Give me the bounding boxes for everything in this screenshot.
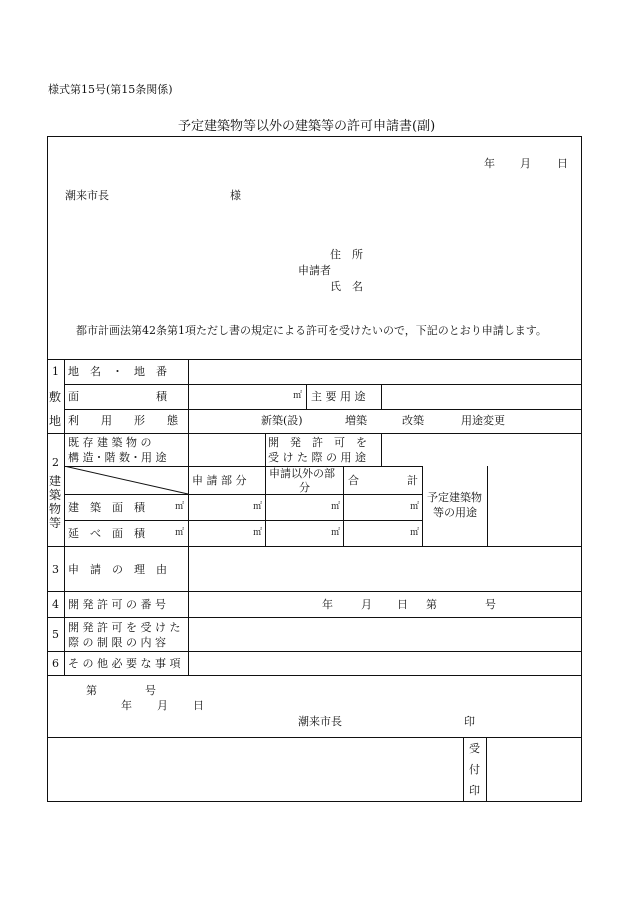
- area-unit: ㎡: [293, 391, 303, 401]
- diagonal-line: [64, 466, 189, 495]
- existing-building-label: 構 造・階 数・用 途: [68, 451, 167, 464]
- table-bottom-line: [47, 675, 582, 676]
- number-col-line: [64, 359, 65, 675]
- receipt-col-left: [463, 737, 464, 802]
- row-line: [47, 651, 582, 652]
- name-label: 氏 名: [330, 280, 363, 293]
- unit: ㎡: [253, 502, 263, 512]
- col-header-other: 申請以外の部: [269, 467, 335, 480]
- restriction-label: 際 の 制 限 の 内 容: [68, 636, 166, 649]
- section2-label-char: 築: [49, 488, 62, 502]
- table-top-line: [47, 359, 582, 360]
- col-header-other: 分: [299, 481, 310, 494]
- row-line: [47, 591, 582, 592]
- label-col-line: [188, 359, 189, 675]
- approval-bottom-line: [47, 737, 582, 738]
- row-line: [47, 617, 582, 618]
- row-line: [64, 520, 422, 521]
- col-line: [381, 433, 382, 466]
- section5-number: 5: [52, 628, 59, 641]
- approval-seal: 印: [464, 715, 475, 728]
- receipt-col-right: [486, 737, 487, 802]
- permit-go: 号: [485, 598, 496, 611]
- usage-form-label: 利 用 形 態: [68, 414, 178, 427]
- section3-number: 3: [52, 563, 59, 576]
- unit: ㎡: [331, 502, 341, 512]
- permit-dai: 第: [426, 598, 437, 611]
- approval-mayor: 潮来市長: [298, 715, 342, 728]
- date-year: 年: [484, 157, 495, 170]
- addressee: 潮来市長: [65, 189, 109, 202]
- section1-label-char: 敷: [49, 390, 62, 404]
- unit: ㎡: [175, 528, 185, 538]
- option-new-construction[interactable]: 新築(設): [261, 414, 303, 427]
- approval-month: 月: [157, 699, 168, 712]
- section1-label-char: 地: [49, 414, 62, 428]
- approval-year: 年: [121, 699, 132, 712]
- section2-label-char: 建: [49, 474, 62, 488]
- dev-use-label: 開 発 許 可 を: [268, 436, 367, 449]
- restriction-label: 開 発 許 可 を 受 け た: [68, 621, 181, 634]
- dev-use-label: 受 け た 際 の 用 途: [268, 451, 366, 464]
- approval-dai: 第: [86, 684, 97, 697]
- reason-label: 申 請 の 理 由: [68, 563, 167, 576]
- planned-use-label: 予定建築物: [427, 491, 482, 504]
- receipt-char: 受: [469, 742, 480, 755]
- date-day: 日: [557, 157, 568, 170]
- permit-number-label: 開 発 許 可 の 番 号: [68, 598, 166, 611]
- main-use-label: 主 要 用 途: [311, 390, 366, 403]
- section2-label-char: 物: [49, 502, 62, 516]
- permit-day: 日: [397, 598, 408, 611]
- row-line: [47, 433, 582, 434]
- receipt-char: 付: [469, 763, 480, 776]
- col-line: [306, 384, 307, 409]
- col-header-apply: 申 請 部 分: [192, 474, 247, 487]
- approval-go: 号: [145, 684, 156, 697]
- col-header-total: 計: [407, 474, 418, 487]
- unit: ㎡: [253, 528, 263, 538]
- form-number: 様式第15号(第15条関係): [48, 83, 173, 96]
- receipt-char: 印: [469, 784, 480, 797]
- area-label: 面 積: [68, 390, 167, 403]
- applicant-label: 申請者: [298, 264, 331, 277]
- col-line: [487, 466, 488, 546]
- col-header-total: 合: [348, 474, 359, 487]
- option-renovation[interactable]: 改築: [402, 414, 424, 427]
- section2-number: 2: [52, 456, 59, 469]
- col-line: [265, 433, 266, 466]
- planned-use-label: 等の用途: [433, 506, 477, 519]
- col-line: [381, 384, 382, 409]
- permit-month: 月: [361, 598, 372, 611]
- section1-number: 1: [52, 365, 59, 378]
- date-month: 月: [520, 157, 531, 170]
- unit: ㎡: [175, 502, 185, 512]
- other-matters-label: そ の 他 必 要 な 事 項: [68, 657, 181, 670]
- approval-day: 日: [193, 699, 204, 712]
- unit: ㎡: [331, 528, 341, 538]
- building-area-label: 建 築 面 積: [68, 501, 145, 514]
- col-line: [422, 466, 423, 546]
- option-extension[interactable]: 増築: [345, 414, 367, 427]
- permit-year: 年: [322, 598, 333, 611]
- application-statement: 都市計画法第42条第1項ただし書の規定による許可を受けたいので，下記のとおり申請します。: [76, 324, 547, 337]
- row-line: [64, 384, 582, 385]
- address-label: 住 所: [330, 248, 363, 261]
- col-line: [343, 466, 344, 546]
- location-label: 地 名 ・ 地 番: [68, 365, 167, 378]
- unit: ㎡: [410, 502, 420, 512]
- row-line: [64, 409, 582, 410]
- page-title: 予定建築物等以外の建築等の許可申請書(副): [178, 119, 436, 134]
- addressee-honorific: 様: [230, 189, 241, 202]
- row-line: [47, 546, 582, 547]
- section4-number: 4: [52, 598, 59, 611]
- col-line: [265, 466, 266, 546]
- existing-building-label: 既 存 建 築 物 の: [68, 436, 152, 449]
- section6-number: 6: [52, 657, 59, 670]
- floor-area-label: 延 べ 面 積: [68, 527, 145, 540]
- unit: ㎡: [410, 528, 420, 538]
- option-use-change[interactable]: 用途変更: [461, 414, 505, 427]
- section2-label-char: 等: [49, 516, 62, 530]
